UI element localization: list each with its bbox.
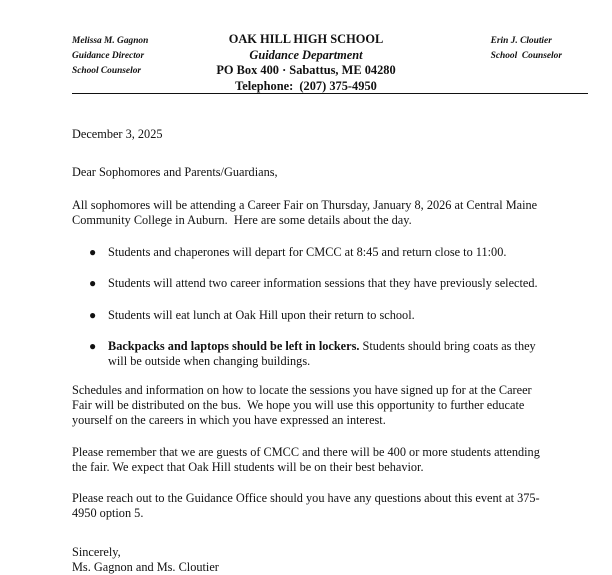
bullet-icon: ●	[89, 276, 97, 291]
bullet-icon: ●	[89, 245, 97, 260]
list-item	[72, 245, 542, 260]
staff-title-cloutier: School Counselor	[490, 51, 562, 61]
letter-date: December 3, 2025	[72, 127, 163, 141]
school-name: OAK HILL HIGH SCHOOL	[228, 32, 384, 46]
paragraph-guests: Please remember that we are guests of CMCC and there will be 400 or more students attending the fair. We expect that Oak Hill students will be on their best behavior.	[72, 444, 540, 474]
letter-intro: All sophomores will be attending a Career Fair on Thursday, January 8, 2026 at Central Maine Community College in Auburn. Here are some details about the day.	[72, 197, 541, 227]
list-item-text: Students will attend two career information sessions that they have previously selected.	[108, 276, 538, 291]
staff-name-cloutier: Erin J. Cloutier	[490, 36, 552, 46]
department-name: Guidance Department	[249, 47, 363, 62]
letterhead-right-staff	[491, 34, 562, 64]
school-address: PO Box 400 · Sabattus, ME 04280	[216, 63, 396, 77]
list-item-text: Students will eat lunch at Oak Hill upon their return to school.	[108, 307, 415, 322]
staff-title-director: Guidance Director	[72, 51, 145, 61]
list-item-bold-text: Backpacks and laptops should be left in lockers.	[108, 339, 360, 354]
list-item-text: Students should bring coats as they will be outside when changing buildings.	[108, 339, 536, 369]
staff-name-gagnon: Melissa M. Gagnon	[72, 36, 149, 46]
staff-title-counselor: School Counselor	[72, 66, 142, 76]
list-item	[72, 308, 542, 323]
letter-signature: Ms. Gagnon and Ms. Cloutier	[72, 560, 219, 575]
letter-body	[72, 127, 542, 575]
letterhead-divider	[72, 93, 588, 94]
list-item	[72, 276, 542, 291]
bullet-icon: ●	[89, 307, 97, 322]
paragraph-schedules: Schedules and information on how to locate the sessions you have signed up for at the Career Fair will be distributed on the bus. We hope you will use this opportunity to further educate yourself on the careers in which you have expressed an interest.	[72, 382, 535, 428]
bullet-icon: ●	[89, 339, 97, 354]
paragraph-contact: Please reach out to the Guidance Office should you have any questions about this event at 375-4950 option 5.	[72, 491, 540, 521]
list-item	[72, 339, 542, 370]
details-list	[72, 245, 542, 369]
list-item-text: Students and chaperones will depart for CMCC at 8:45 and return close to 11:00.	[108, 245, 507, 260]
letter-greeting: Dear Sophomores and Parents/Guardians,	[72, 165, 278, 180]
school-telephone: Telephone: (207) 375-4950	[235, 78, 377, 93]
letter-closing: Sincerely,	[72, 544, 121, 559]
